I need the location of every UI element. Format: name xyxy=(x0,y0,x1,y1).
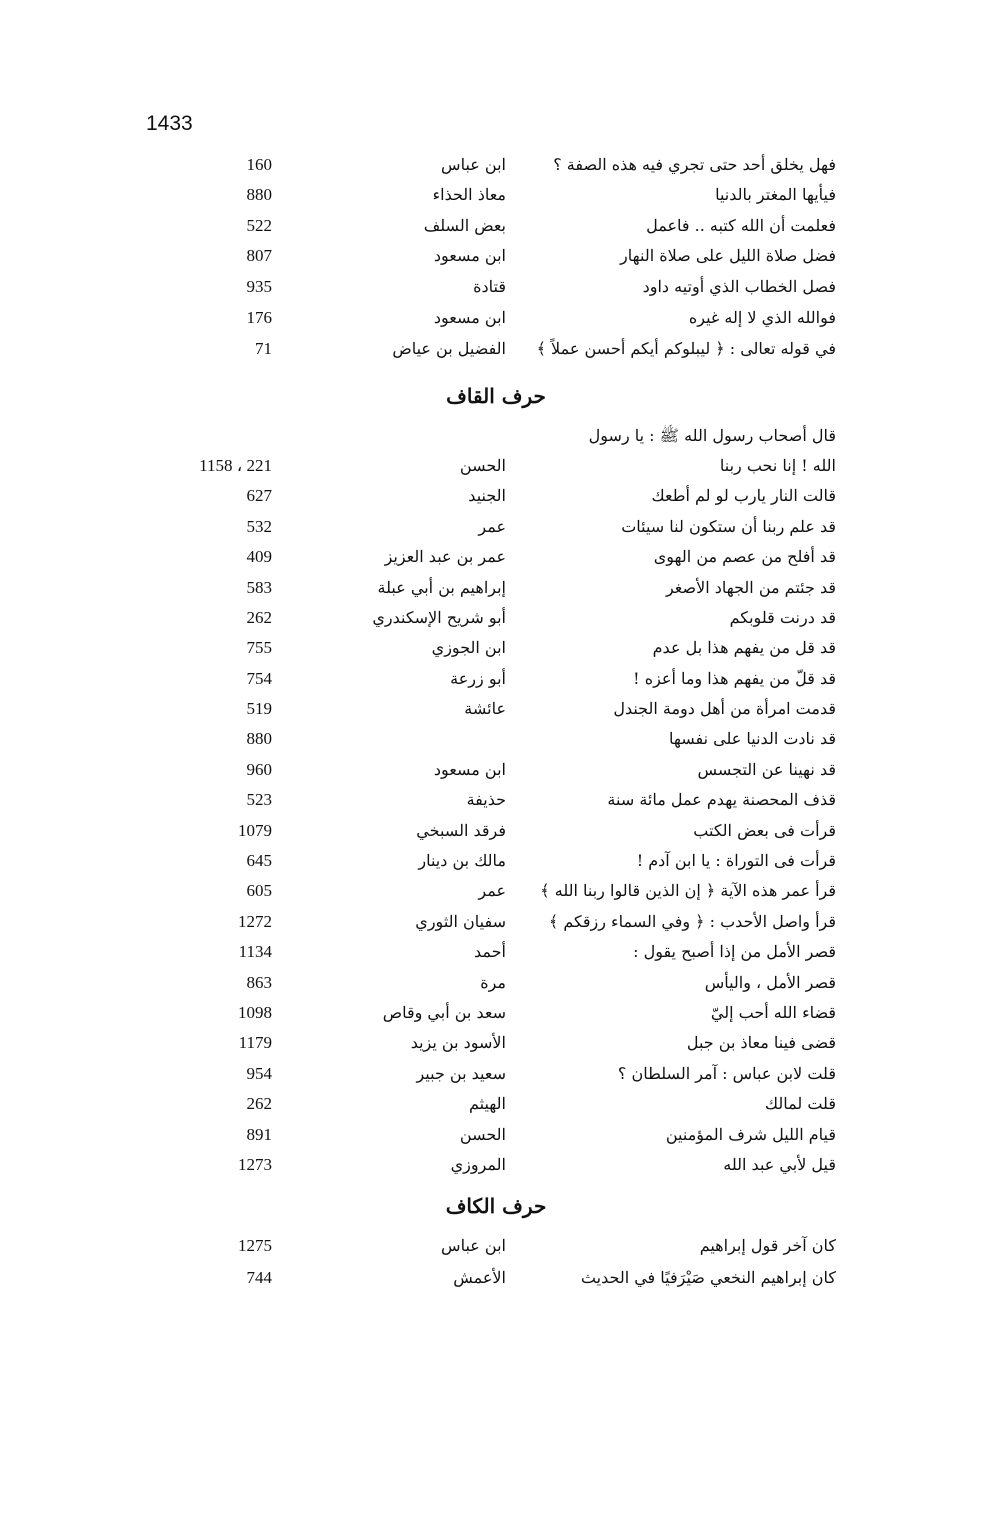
quote-text: قرأت فى بعض الكتب xyxy=(693,821,836,840)
page-reference: 863 xyxy=(246,973,272,992)
index-row xyxy=(0,694,986,724)
quote-text: قد أفلح من عصم من الهوى xyxy=(653,547,836,566)
quote-text: قيام الليل شرف المؤمنين xyxy=(665,1125,836,1144)
narrator-name: الهيثم xyxy=(469,1094,506,1113)
index-row xyxy=(0,1120,986,1150)
page-reference: 935 xyxy=(246,277,272,296)
page-reference: 754 xyxy=(246,669,272,688)
narrator-name: حذيفة xyxy=(466,790,506,809)
index-row xyxy=(0,1089,986,1119)
index-row xyxy=(0,633,986,663)
page-reference: 605 xyxy=(246,881,272,900)
quote-text: قد قل من يفهم هذا بل عدم xyxy=(652,638,836,657)
index-row xyxy=(0,512,986,542)
index-row xyxy=(0,180,986,210)
page-reference: 627 xyxy=(246,486,272,505)
narrator-name: عائشة xyxy=(464,699,506,718)
narrator-name: سعد بن أبي وقاص xyxy=(382,1003,506,1022)
index-row xyxy=(0,451,986,481)
page-reference: 221 ، 1158 xyxy=(199,456,272,475)
index-row xyxy=(0,816,986,846)
page-reference: 583 xyxy=(246,578,272,597)
narrator-name: ابن الجوزي xyxy=(431,638,506,657)
narrator-name: سفيان الثوري xyxy=(415,912,506,931)
index-row xyxy=(0,1028,986,1058)
page-reference: 807 xyxy=(246,246,272,265)
narrator-name: أبو شريح الإسكندري xyxy=(372,608,506,627)
quote-text: قدمت امرأة من أهل دومة الجندل xyxy=(613,699,836,718)
quote-text: قرأ عمر هذه الآية ﴿ إن الذين قالوا ربنا الله ﴾ xyxy=(540,881,836,900)
page-reference: 1098 xyxy=(238,1003,272,1022)
narrator-name: عمر بن عبد العزيز xyxy=(384,547,506,566)
quote-text: فعلمت أن الله كتبه .. فاعمل xyxy=(646,216,836,235)
index-row xyxy=(0,937,986,967)
quote-text: كان إبراهيم النخعي صَيْرَفيًا في الحديث xyxy=(580,1268,836,1287)
narrator-name: عمر xyxy=(478,881,506,900)
narrator-name: ابن مسعود xyxy=(433,308,506,327)
index-row xyxy=(0,481,986,511)
narrator-name: مالك بن دينار xyxy=(418,851,506,870)
index-row xyxy=(0,603,986,633)
index-row xyxy=(0,1231,986,1261)
quote-text: قد قلّ من يفهم هذا وما أعزه ! xyxy=(633,669,836,688)
narrator-name: الحسن xyxy=(459,456,506,475)
quote-text: قرأت فى التوراة : يا ابن آدم ! xyxy=(636,851,836,870)
page-reference: 519 xyxy=(246,699,272,718)
page-reference: 880 xyxy=(246,185,272,204)
narrator-name: مرة xyxy=(480,973,506,992)
page-reference: 891 xyxy=(246,1125,272,1144)
index-row xyxy=(0,1263,986,1293)
narrator-name: الحسن xyxy=(459,1125,506,1144)
narrator-name: الأعمش xyxy=(453,1268,506,1287)
index-row xyxy=(0,664,986,694)
page-reference: 1179 xyxy=(238,1033,272,1052)
quote-text: قد درنت قلوبكم xyxy=(729,608,836,627)
narrator-name: أحمد xyxy=(474,942,506,961)
page-reference: 755 xyxy=(246,638,272,657)
section-heading-label: حرف الكاف xyxy=(445,1194,547,1218)
narrator-name: سعيد بن جبير xyxy=(416,1064,506,1083)
index-row xyxy=(0,542,986,572)
narrator-name: ابن عباس xyxy=(441,1236,506,1255)
index-row xyxy=(0,1150,986,1180)
quote-text: قد نهينا عن التجسس xyxy=(697,760,836,779)
narrator-name: الأسود بن يزيد xyxy=(410,1033,506,1052)
index-row xyxy=(0,1059,986,1089)
narrator-name: المروزي xyxy=(450,1155,506,1174)
page-reference: 71 xyxy=(255,339,272,358)
quote-text: فهل يخلق أحد حتى تجري فيه هذه الصفة ؟ xyxy=(553,155,836,174)
narrator-name: ابن مسعود xyxy=(433,246,506,265)
quote-text: قلت لمالك xyxy=(764,1094,836,1113)
page-reference: 645 xyxy=(246,851,272,870)
page-reference: 523 xyxy=(246,790,272,809)
page-reference: 1275 xyxy=(238,1236,272,1255)
index-row xyxy=(0,573,986,603)
quote-text: قصر الأمل من إذا أصبح يقول : xyxy=(633,942,836,961)
page-reference: 1273 xyxy=(238,1155,272,1174)
quote-text: قد نادت الدنيا على نفسها xyxy=(668,729,836,748)
index-row xyxy=(0,968,986,998)
quote-text: قلت لابن عباس : آمر السلطان ؟ xyxy=(617,1064,836,1083)
narrator-name: فرقد السبخي xyxy=(416,821,506,840)
page-reference: 522 xyxy=(246,216,272,235)
quote-text: قصر الأمل ، واليأس xyxy=(704,973,836,992)
page-reference: 262 xyxy=(246,1094,272,1113)
narrator-name: ابن عباس xyxy=(441,155,506,174)
narrator-name: أبو زرعة xyxy=(450,669,506,688)
index-row xyxy=(0,907,986,937)
page-reference: 1134 xyxy=(238,942,272,961)
index-row xyxy=(0,785,986,815)
narrator-name: الجنيد xyxy=(468,486,506,505)
page-reference: 1272 xyxy=(238,912,272,931)
quote-text: قال أصحاب رسول الله ﷺ : يا رسول xyxy=(588,426,836,445)
section-heading xyxy=(0,1194,986,1218)
page-reference: 954 xyxy=(246,1064,272,1083)
narrator-name: إبراهيم بن أبي عبلة xyxy=(377,578,506,597)
index-row xyxy=(0,211,986,241)
quote-text: فصل الخطاب الذي أوتيه داود xyxy=(642,277,836,296)
quote-text: الله ! إنا نحب ربنا xyxy=(719,456,836,475)
index-row xyxy=(0,334,986,364)
quote-text: قرأ واصل الأحدب : ﴿ وفي السماء رزقكم ﴾ xyxy=(548,912,836,931)
index-row xyxy=(0,755,986,785)
page-reference: 960 xyxy=(246,760,272,779)
page-reference: 880 xyxy=(246,729,272,748)
page-number: 1433 xyxy=(146,112,193,135)
page-reference: 160 xyxy=(246,155,272,174)
section-heading-label: حرف القاف xyxy=(446,384,546,408)
index-row xyxy=(0,724,986,754)
index-row xyxy=(0,846,986,876)
page-reference: 744 xyxy=(246,1268,272,1287)
quote-text: فيأيها المغتر بالدنيا xyxy=(715,185,836,204)
narrator-name: ابن مسعود xyxy=(433,760,506,779)
index-row xyxy=(0,876,986,906)
index-row xyxy=(0,272,986,302)
page-reference: 409 xyxy=(246,547,272,566)
page-reference: 262 xyxy=(246,608,272,627)
quote-text: قضاء الله أحب إليّ xyxy=(710,1003,836,1022)
page-reference: 1079 xyxy=(238,821,272,840)
quote-text: فوالله الذي لا إله غيره xyxy=(688,308,836,327)
quote-text: قد علم ربنا أن ستكون لنا سيئات xyxy=(621,517,836,536)
narrator-name: معاذ الحذاء xyxy=(432,185,506,204)
index-row xyxy=(0,421,986,451)
section-heading xyxy=(0,384,986,408)
quote-text: قضى فينا معاذ بن جبل xyxy=(686,1033,836,1052)
page-reference: 532 xyxy=(246,517,272,536)
quote-text: قد جئتم من الجهاد الأصغر xyxy=(665,578,836,597)
quote-text: قيل لأبي عبد الله xyxy=(723,1155,836,1174)
narrator-name: قتادة xyxy=(473,277,506,296)
narrator-name: الفضيل بن عياض xyxy=(392,339,506,358)
quote-text: فضل صلاة الليل على صلاة النهار xyxy=(620,246,836,265)
quote-text: قالت النار يارب لو لم أطعك xyxy=(651,486,836,505)
page-reference: 176 xyxy=(246,308,272,327)
index-row xyxy=(0,998,986,1028)
index-row xyxy=(0,150,986,180)
index-row xyxy=(0,241,986,271)
quote-text: كان آخر قول إبراهيم xyxy=(699,1236,836,1255)
narrator-name: عمر xyxy=(478,517,506,536)
narrator-name: بعض السلف xyxy=(423,216,506,235)
quote-text: في قوله تعالى : ﴿ ليبلوكم أيكم أحسن عملاً ﴾ xyxy=(536,339,836,358)
quote-text: قذف المحصنة يهدم عمل مائة سنة xyxy=(607,790,836,809)
index-row xyxy=(0,303,986,333)
